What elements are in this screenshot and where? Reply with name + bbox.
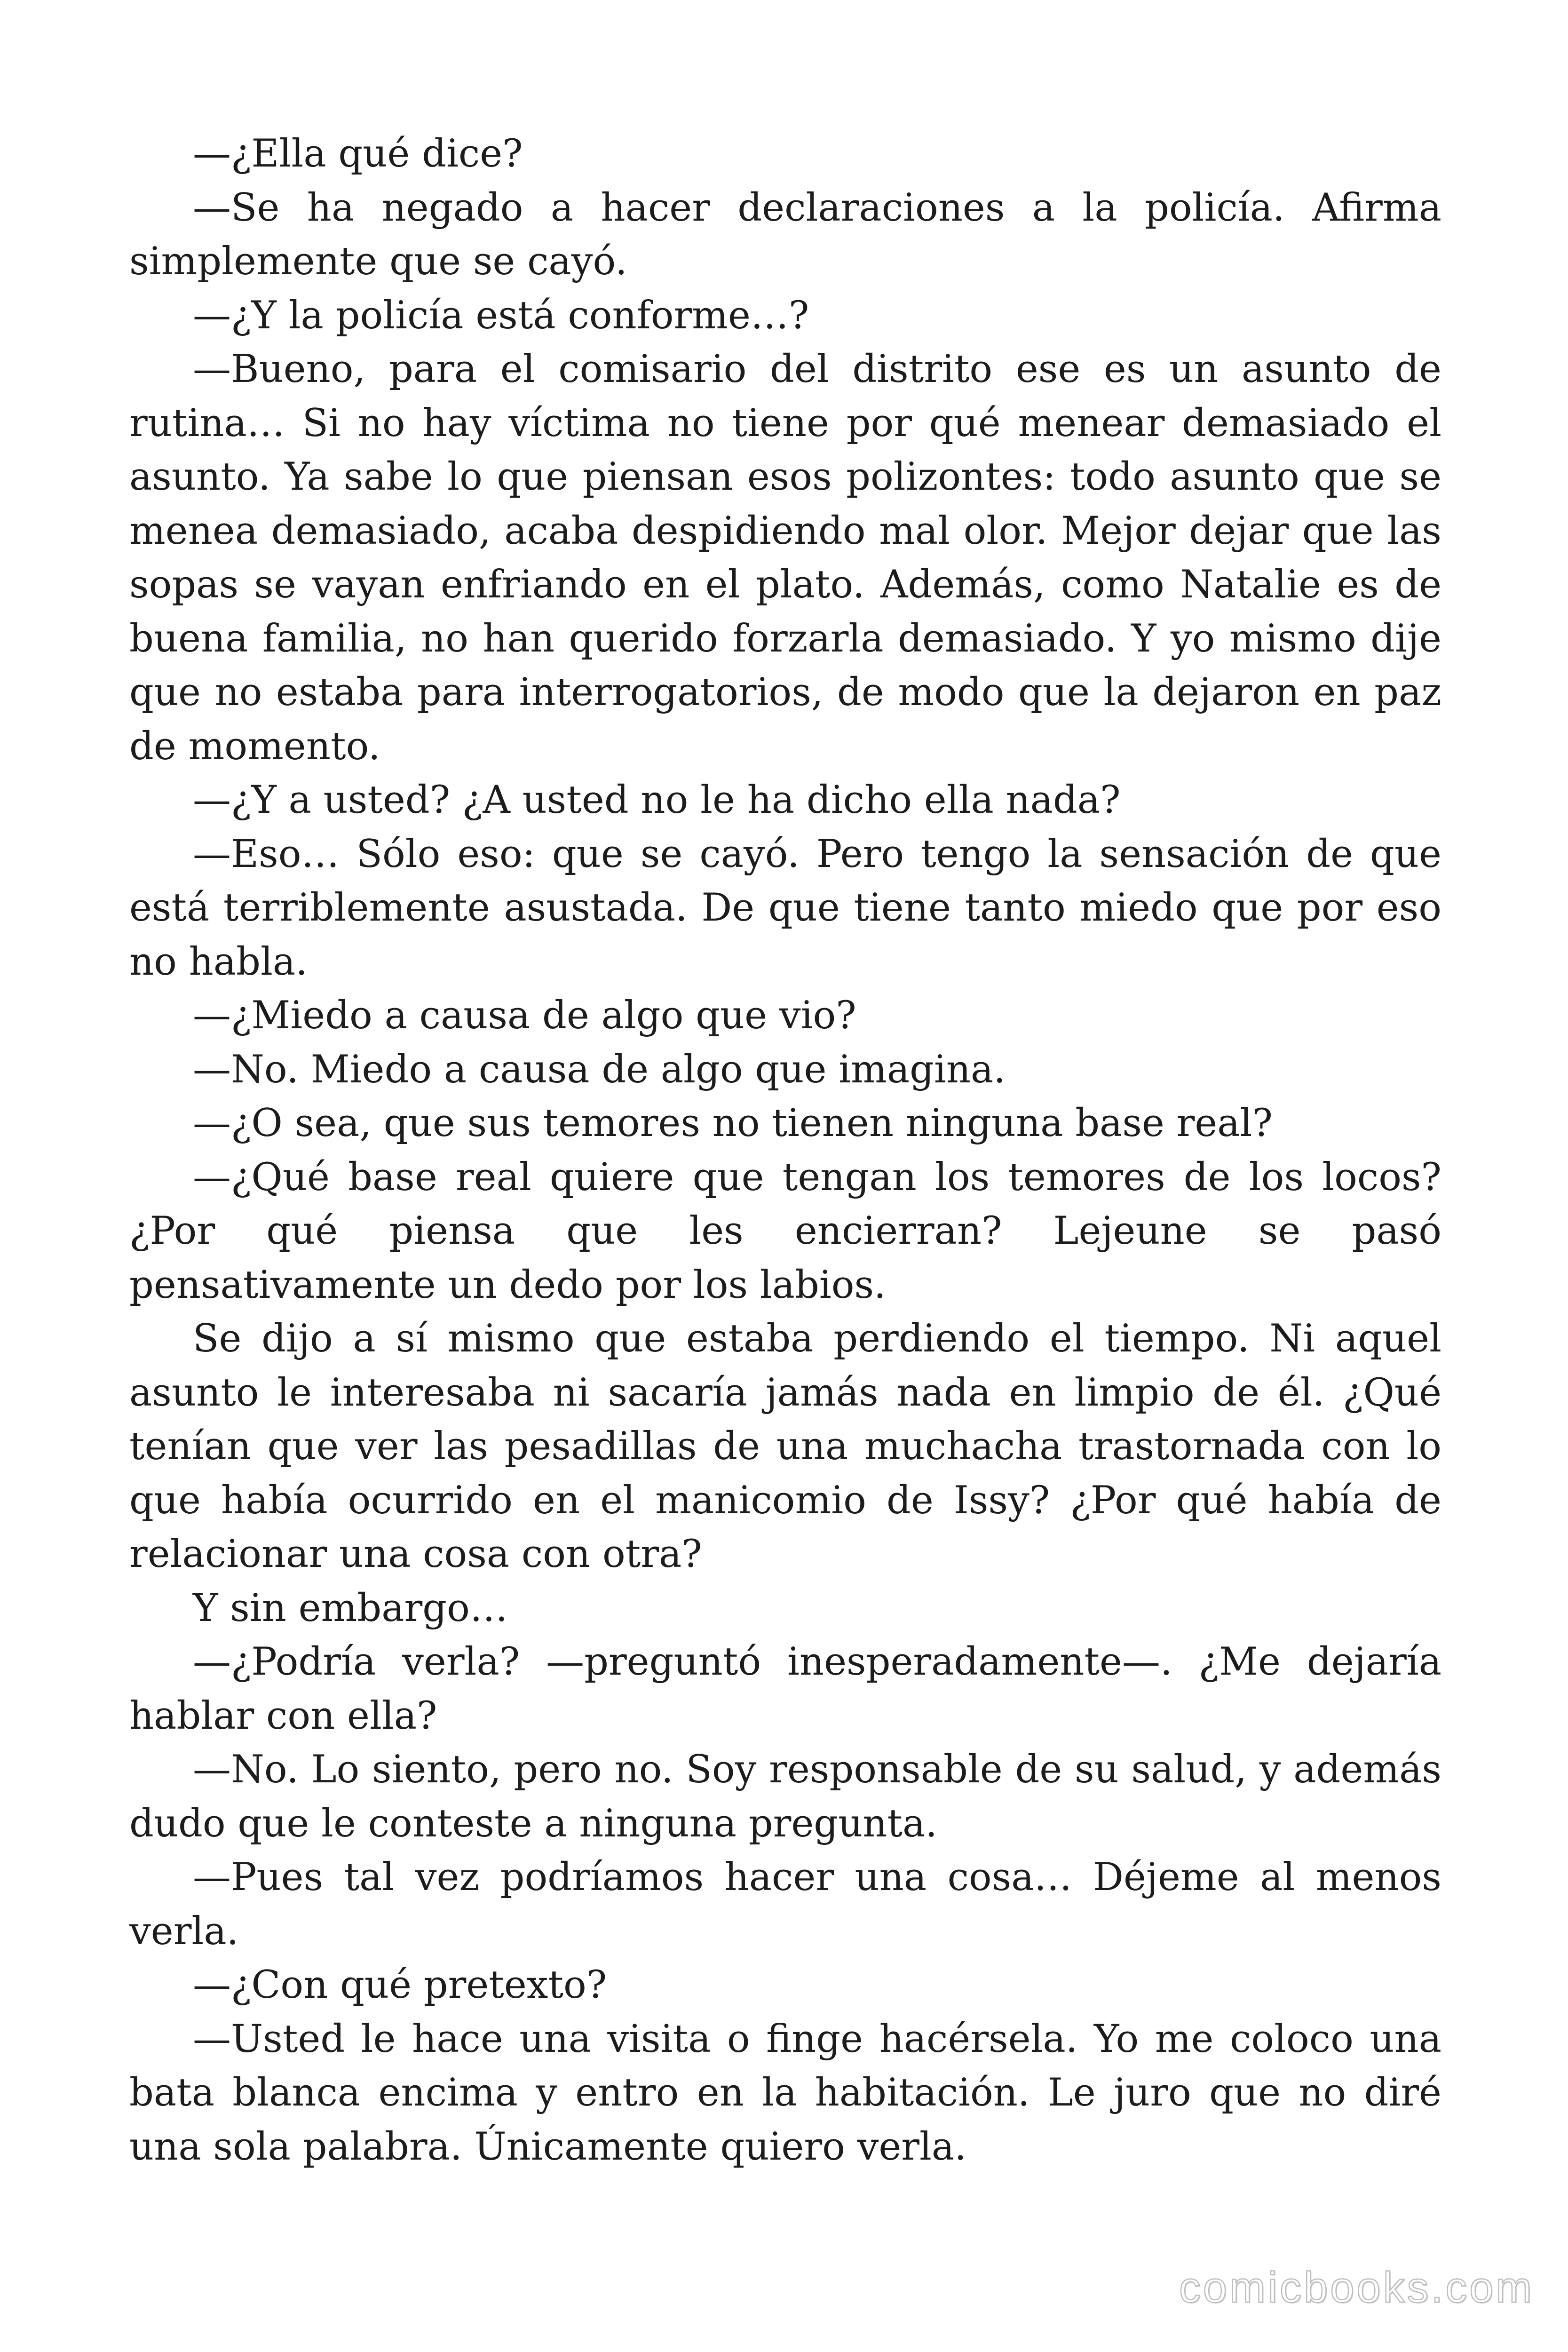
paragraph: —Usted le hace una visita o finge hacérsela. Yo me coloco una bata blanca encima y entro en la habitación. Le juro que no diré una sola palabra. Únicamente quiero verla.	[129, 2017, 1441, 2169]
paragraph: —¿Podría verla? —preguntó inesperadamente—. ¿Me dejaría hablar con ella?	[129, 1640, 1441, 1738]
paragraph: —No. Lo siento, pero no. Soy responsable de su salud, y además dudo que le conteste a ninguna pregunta.	[129, 1748, 1441, 1846]
paragraph: —No. Miedo a causa de algo que imagina.	[193, 1047, 1006, 1092]
paragraph: Se dijo a sí mismo que estaba perdiendo el tiempo. Ni aquel asunto le interesaba ni sacaría jamás nada en limpio de él. ¿Qué tenían que ver las pesadillas de una muchacha trastornada con lo que había ocurrido en el manicomio de Issy? ¿Por qué había de relacionar una cosa con otra?	[129, 1317, 1441, 1576]
paragraph: —¿Miedo a causa de algo que vio?	[193, 993, 856, 1038]
paragraph: —Eso… Sólo eso: que se cayó. Pero tengo la sensación de que está terriblemente asustada. De que tiene tanto miedo que por eso no habla.	[129, 832, 1441, 984]
watermark: comicbooks.com	[1179, 2264, 1534, 2312]
paragraph: —Bueno, para el comisario del distrito ese es un asunto de rutina… Si no hay víctima no tiene por qué menear demasiado el asunto. Ya sabe lo que piensan esos polizontes: todo asunto que se menea demasiado, acaba despidiendo mal olor. Mejor dejar que las sopas se vayan enfriando en el plato. Además, como Natalie es de buena familia, no han querido forzarla demasiado. Y yo mismo dije que no estaba para interrogatorios, de modo que la dejaron en paz de momento.	[129, 347, 1441, 769]
page-text	[129, 127, 1441, 2174]
paragraph: —¿Ella qué dice?	[193, 132, 523, 176]
paragraph: —Se ha negado a hacer declaraciones a la policía. Afirma simplemente que se cayó.	[129, 185, 1441, 284]
paragraph: —¿Y a usted? ¿A usted no le ha dicho ella nada?	[193, 778, 1121, 822]
paragraph: Y sin embargo…	[193, 1586, 508, 1630]
paragraph: —¿Qué base real quiere que tengan los temores de los locos? ¿Por qué piensa que les encierran? Lejeune se pasó pensativamente un dedo por los labios.	[129, 1155, 1441, 1307]
paragraph: —¿Con qué pretexto?	[193, 1963, 607, 2007]
paragraph: —Pues tal vez podríamos hacer una cosa… Déjeme al menos verla.	[129, 1855, 1441, 1954]
paragraph: —¿O sea, que sus temores no tienen ninguna base real?	[193, 1101, 1273, 1145]
paragraph: —¿Y la policía está conforme…?	[193, 293, 809, 338]
